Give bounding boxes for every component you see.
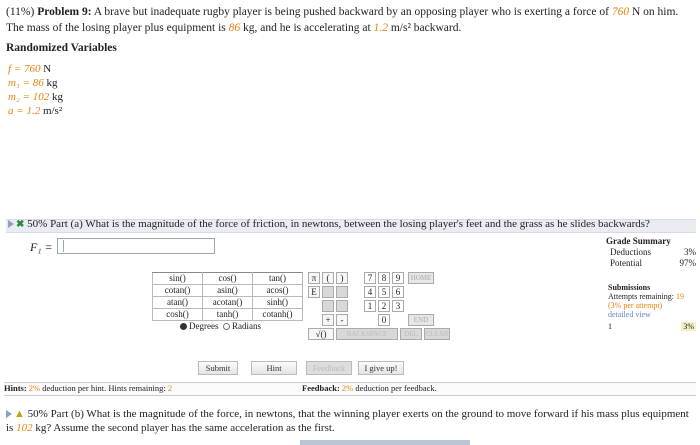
var-value: 760 — [24, 63, 41, 75]
sin-key[interactable]: sin() — [153, 273, 203, 285]
degrees-label: Degrees — [189, 321, 219, 331]
digit-7-key[interactable]: 7 — [364, 272, 376, 284]
var-value: 102 — [32, 91, 50, 103]
var-unit: N — [40, 63, 52, 75]
problem-text-d: m/s² backward. — [387, 22, 462, 34]
potential-row — [606, 258, 696, 269]
var-unit: m/s² — [40, 105, 63, 117]
cotan-key[interactable]: cotan() — [153, 285, 203, 297]
backspace-key[interactable]: BACKSPACE — [336, 328, 398, 340]
hint-button[interactable]: Hint — [251, 361, 297, 375]
submit-button[interactable]: Submit — [198, 361, 238, 375]
feedback-info — [302, 383, 437, 393]
force-value: 760 — [611, 6, 630, 18]
var-value: 86 — [32, 77, 44, 89]
deductions-label: Deductions — [610, 247, 651, 257]
warning-icon: ▲ — [14, 408, 25, 420]
part-a-weight: 50% — [27, 218, 48, 230]
number-keypad — [308, 272, 458, 342]
randomized-variables-title: Randomized Variables — [6, 42, 117, 54]
give-up-button[interactable]: I give up! — [358, 361, 404, 375]
variable-m2 — [8, 91, 63, 103]
attempts-value: 19 — [676, 292, 684, 301]
angle-mode — [152, 321, 303, 332]
blank-key-1 — [322, 286, 334, 298]
cosh-key[interactable]: cosh() — [153, 309, 203, 321]
problem-text-b: N on him. The mass of the losing player plus equipment is — [6, 6, 679, 34]
digit-9-key[interactable]: 9 — [392, 272, 404, 284]
feedback-pct: 2% — [341, 383, 354, 393]
per-attempt: (3% per attempt) — [608, 301, 663, 310]
blank-key-4 — [336, 300, 348, 312]
digit-1-key[interactable]: 1 — [364, 300, 376, 312]
deductions-value: 3% — [684, 247, 696, 257]
submission-index: 1 — [608, 322, 612, 331]
answer-input[interactable] — [57, 238, 215, 254]
mass-value: 86 — [228, 22, 241, 34]
sqrt-key[interactable]: √() — [308, 328, 334, 340]
home-key[interactable]: HOME — [408, 272, 434, 284]
feedback-text: deduction per feedback. — [353, 383, 437, 393]
digit-5-key[interactable]: 5 — [378, 286, 390, 298]
digit-3-key[interactable]: 3 — [392, 300, 404, 312]
cotanh-key[interactable]: cotanh() — [253, 309, 303, 321]
problem-text-a: A brave but inadequate rugby player is being pushed backward by an opposing player who is exerting a force of — [91, 6, 612, 18]
feedback-button[interactable]: Feedback — [306, 361, 352, 375]
problem-statement — [6, 4, 696, 36]
pi-key[interactable]: π — [308, 272, 320, 284]
part-b-label: Part (b) — [50, 408, 84, 420]
plus-key[interactable]: + — [322, 314, 334, 326]
scroll-indicator — [300, 440, 470, 445]
minus-key[interactable]: - — [336, 314, 348, 326]
part-b-question[interactable] — [6, 407, 696, 435]
submission-value: 3% — [683, 322, 694, 331]
answer-label: F₁ = — [30, 240, 53, 254]
hints-text: deduction per hint. Hints remaining: — [40, 383, 168, 393]
acos-key[interactable]: acos() — [253, 285, 303, 297]
grade-summary — [606, 236, 696, 269]
clear-key[interactable]: CLEAR — [425, 330, 449, 338]
problem-label: Problem 9: — [37, 6, 92, 18]
part-a-question[interactable] — [8, 218, 650, 230]
atan-key[interactable]: atan() — [153, 297, 203, 309]
grade-summary-title: Grade Summary — [606, 236, 671, 246]
var-value: 1.2 — [26, 105, 41, 117]
var-eq: = — [11, 63, 24, 75]
incorrect-mark-icon: ✖ — [16, 219, 25, 230]
tan-key[interactable]: tan() — [253, 273, 303, 285]
variable-m1 — [8, 77, 57, 89]
hints-label: Hints: — [4, 383, 27, 393]
hints-pct: 2% — [28, 383, 41, 393]
digit-0-key[interactable]: 0 — [378, 314, 390, 326]
cos-key[interactable]: cos() — [203, 273, 253, 285]
lparen-key[interactable]: ( — [322, 272, 334, 284]
submissions-panel — [608, 283, 696, 331]
function-keypad — [152, 272, 303, 332]
variable-a — [8, 105, 62, 117]
var-name: m₂ — [8, 91, 20, 103]
var-eq: = — [19, 91, 33, 103]
part-a-text: What is the magnitude of the force of friction, in newtons, between the losing player's feet and the grass as he slides backwards? — [82, 218, 650, 230]
digit-2-key[interactable]: 2 — [378, 300, 390, 312]
var-name: a — [8, 105, 14, 117]
rparen-key[interactable]: ) — [336, 272, 348, 284]
degrees-radio[interactable] — [180, 323, 187, 330]
digit-8-key[interactable]: 8 — [378, 272, 390, 284]
blank-key-2 — [336, 286, 348, 298]
part-b-text-a: What is the magnitude of the force, in newtons, that the winning player exerts on the ground to move forward if his mass plus equipment is — [6, 408, 689, 434]
problem-text-c: kg, and he is accelerating at — [240, 22, 374, 34]
potential-value: 97% — [679, 258, 696, 268]
acceleration-value: 1.2 — [373, 22, 388, 34]
del-key[interactable]: DEL — [400, 328, 422, 340]
asin-key[interactable]: asin() — [203, 285, 253, 297]
radians-radio[interactable] — [223, 323, 230, 330]
blank-key-3 — [322, 300, 334, 312]
variable-f — [8, 63, 51, 75]
problem-weight: (11%) — [6, 6, 38, 18]
submission-row — [608, 322, 696, 331]
var-eq: = — [13, 105, 27, 117]
part-b-mass-value: 102 — [16, 422, 33, 434]
part-a-label: Part (a) — [50, 218, 83, 230]
expand-arrow-icon[interactable] — [6, 410, 12, 418]
part-b-text-b: kg? Assume the second player has the same acceleration as the first. — [32, 422, 335, 434]
digit-4-key[interactable]: 4 — [364, 286, 376, 298]
var-name: f — [8, 63, 12, 75]
submissions-title: Submissions — [608, 283, 651, 292]
deductions-row — [606, 247, 696, 258]
hints-remaining: 2 — [167, 383, 173, 393]
var-name: m₁ — [8, 77, 20, 89]
part-b-weight: 50% — [27, 408, 48, 420]
var-unit: kg — [49, 91, 63, 103]
digit-6-key[interactable]: 6 — [392, 286, 404, 298]
potential-label: Potential — [610, 258, 642, 268]
e-key[interactable]: E — [308, 286, 320, 298]
sinh-key[interactable]: sinh() — [253, 297, 303, 309]
var-eq: = — [19, 77, 33, 89]
expand-arrow-icon[interactable] — [8, 220, 14, 228]
feedback-label: Feedback: — [302, 383, 340, 393]
tanh-key[interactable]: tanh() — [203, 309, 253, 321]
hints-info — [4, 383, 172, 393]
attempts-label: Attempts remaining: — [608, 292, 676, 301]
detailed-view-link[interactable]: detailed view — [608, 310, 651, 319]
end-key[interactable]: END — [408, 314, 434, 326]
var-unit: kg — [43, 77, 58, 89]
attempts-remaining — [608, 292, 696, 301]
acotan-key[interactable]: acotan() — [203, 297, 253, 309]
radians-label: Radians — [231, 321, 261, 331]
